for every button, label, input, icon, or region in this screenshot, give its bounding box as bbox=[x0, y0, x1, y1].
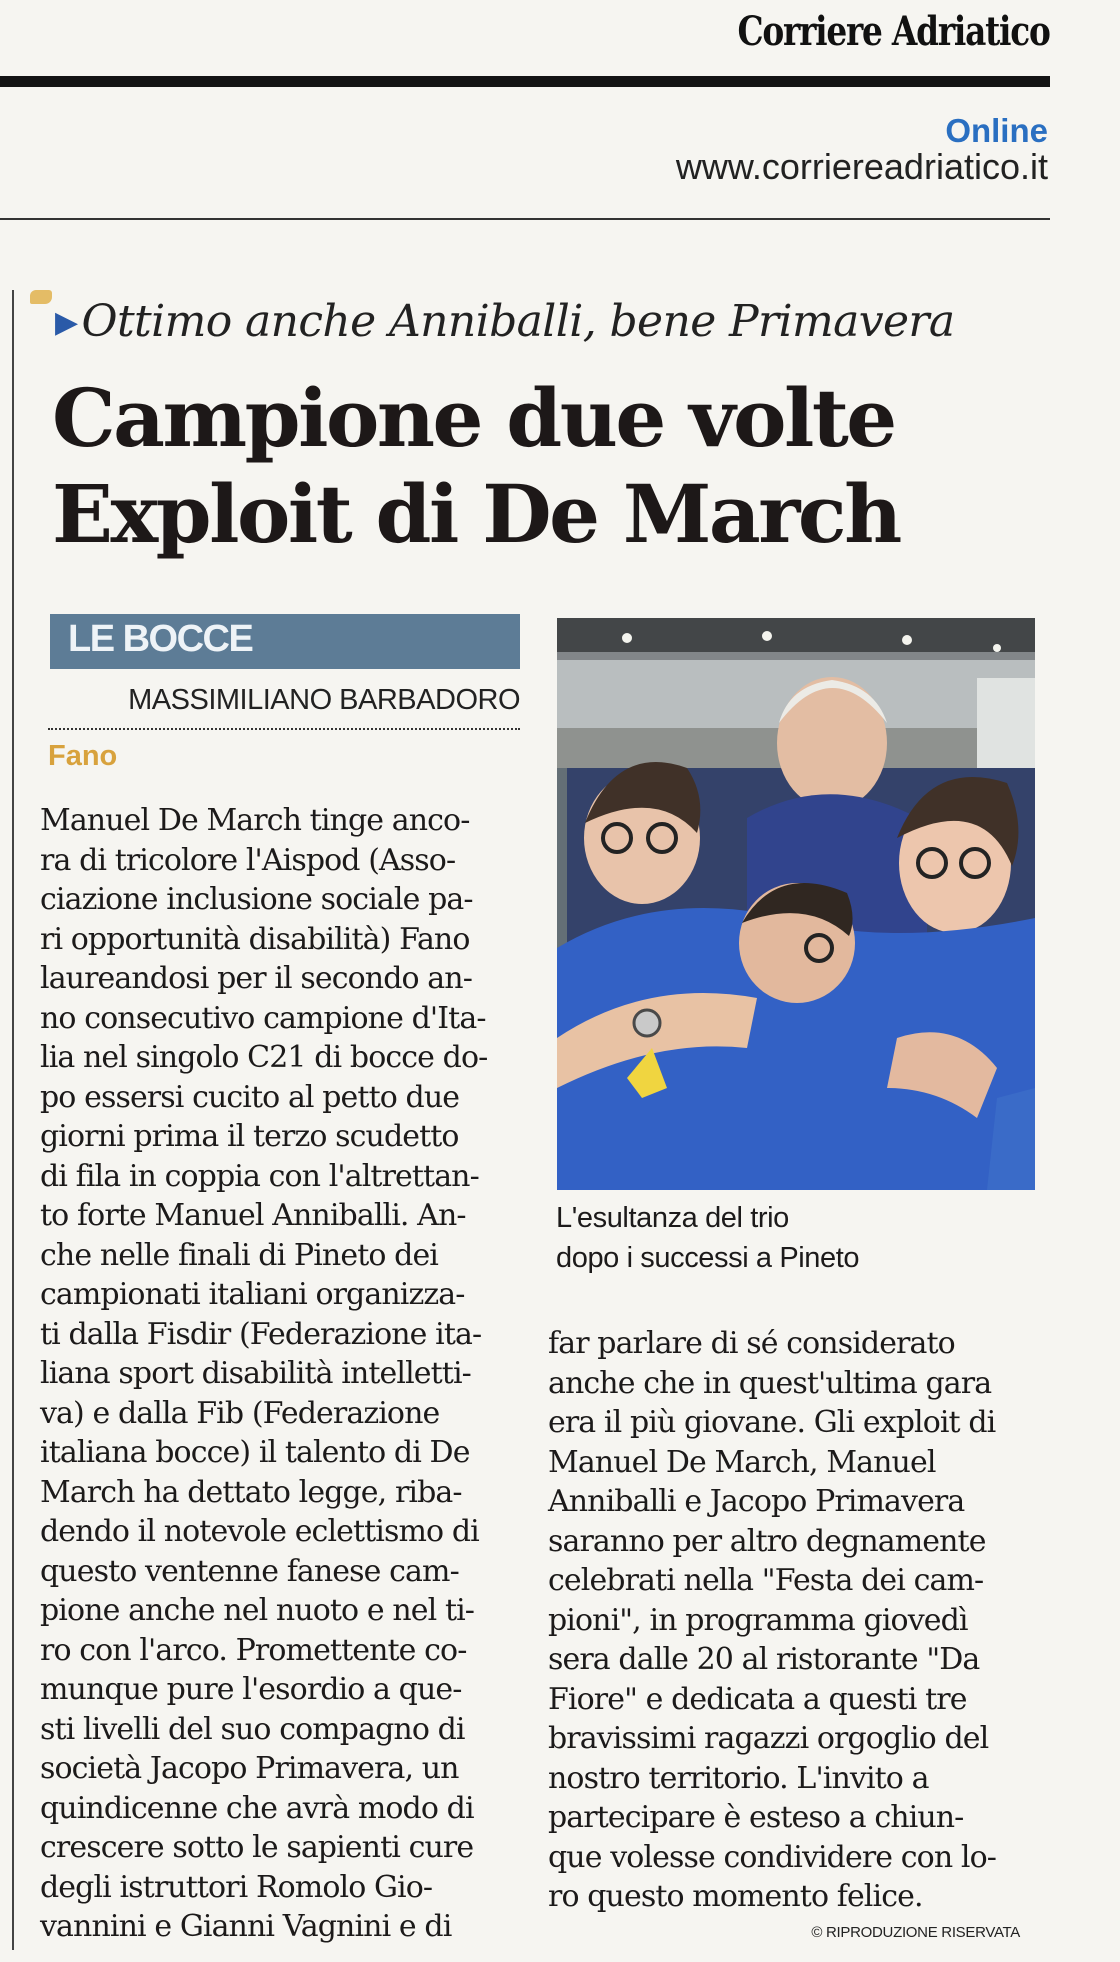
section-label: LE BOCCE bbox=[68, 618, 253, 660]
body-line: to forte Manuel Anniballi. An- bbox=[40, 1198, 466, 1233]
body-line: sera dalle 20 al ristorante "Da bbox=[548, 1642, 980, 1677]
kicker-text: Ottimo anche Anniballi, bene Primavera bbox=[81, 296, 955, 347]
body-line: questo ventenne fanese cam- bbox=[40, 1553, 459, 1589]
article-left-border bbox=[12, 290, 14, 1950]
body-line: degli istruttori Romolo Gio- bbox=[40, 1869, 433, 1905]
body-line: ti dalla Fisdir (Federazione ita- bbox=[40, 1316, 482, 1352]
body-line: quindicenne che avrà modo di bbox=[40, 1790, 474, 1826]
photo-caption bbox=[556, 1198, 859, 1278]
body-line: po essersi cucito al petto due bbox=[40, 1079, 460, 1115]
body-line: ro questo momento felice. bbox=[548, 1879, 923, 1914]
body-line: va) e dalla Fib (Federazione bbox=[40, 1395, 440, 1431]
newspaper-masthead: Corriere Adriatico bbox=[737, 8, 1050, 55]
body-line: celebrati nella "Festa dei cam- bbox=[548, 1563, 984, 1598]
body-line: pioni", in programma giovedì bbox=[548, 1602, 968, 1638]
body-line: Anniballi e Jacopo Primavera bbox=[548, 1484, 965, 1519]
online-label: Online bbox=[945, 112, 1048, 149]
body-line: campionati italiani organizza- bbox=[40, 1277, 465, 1312]
body-column-left bbox=[40, 801, 520, 1947]
body-line: nostro territorio. L'invito a bbox=[548, 1760, 929, 1796]
body-line: bravissimi ragazzi orgoglio del bbox=[548, 1721, 989, 1756]
body-line: no consecutivo campione d'Ita- bbox=[40, 1000, 486, 1036]
body-line: dendo il notevole eclettismo di bbox=[40, 1514, 479, 1549]
body-line: anche che in quest'ultima gara bbox=[548, 1365, 992, 1401]
copyright-notice: © RIPRODUZIONE RISERVATA bbox=[811, 1924, 1020, 1941]
body-line: vannini e Gianni Vagnini e di bbox=[40, 1909, 452, 1944]
body-line: era il più giovane. Gli exploit di bbox=[548, 1405, 996, 1440]
body-line: di fila in coppia con l'altrettan- bbox=[40, 1158, 479, 1194]
body-line: giorni prima il terzo scudetto bbox=[40, 1119, 459, 1154]
highlight-mark bbox=[30, 290, 52, 304]
body-line: lia nel singolo C21 di bocce do- bbox=[40, 1040, 488, 1075]
caption-line: L'esultanza del trio bbox=[556, 1202, 789, 1234]
body-line: partecipare è esteso a chiun- bbox=[548, 1800, 964, 1835]
byline-divider bbox=[48, 728, 520, 730]
body-line: March ha dettato legge, riba- bbox=[40, 1474, 462, 1510]
body-column-right bbox=[548, 1324, 1030, 1917]
body-line: società Jacopo Primavera, un bbox=[40, 1751, 459, 1786]
body-line: Manuel De March tinge anco- bbox=[40, 803, 470, 838]
body-line: ra di tricolore l'Aispod (Asso- bbox=[40, 842, 456, 878]
headline-line: Exploit di De March bbox=[52, 467, 900, 561]
body-line: che nelle finali di Pineto dei bbox=[40, 1237, 438, 1273]
body-line: far parlare di sé considerato bbox=[548, 1326, 955, 1361]
body-line: liana sport disabilità intelletti- bbox=[40, 1356, 471, 1391]
body-line: Fiore" e dedicata a questi tre bbox=[548, 1681, 967, 1717]
author-byline: MASSIMILIANO BARBADORO bbox=[128, 684, 520, 716]
body-line: crescere sotto le sapienti cure bbox=[40, 1830, 474, 1865]
caption-line: dopo i successi a Pineto bbox=[556, 1242, 860, 1274]
section-bar bbox=[50, 614, 520, 669]
body-line: que volesse condividere con lo- bbox=[548, 1839, 996, 1875]
photo-illustration bbox=[557, 618, 1035, 1190]
body-line: ri opportunità disabilità) Fano bbox=[40, 921, 470, 957]
article-photo bbox=[557, 618, 1035, 1190]
header-divider bbox=[0, 218, 1050, 220]
headline-line: Campione due volte bbox=[52, 371, 895, 465]
body-line: pione anche nel nuoto e nel ti- bbox=[40, 1593, 475, 1628]
body-line: munque pure l'esordio a que- bbox=[40, 1672, 462, 1707]
body-line: sti livelli del suo compagno di bbox=[40, 1711, 465, 1747]
body-line: ro con l'arco. Promettente co- bbox=[40, 1632, 467, 1668]
masthead-rule bbox=[0, 76, 1050, 87]
triangle-bullet-icon: ▶ bbox=[55, 305, 78, 340]
website-url: www.corriereadriatico.it bbox=[675, 146, 1048, 187]
body-line: italiana bocce) il talento di De bbox=[40, 1435, 470, 1470]
article-headline bbox=[52, 370, 900, 562]
article-kicker bbox=[55, 296, 954, 347]
body-line: Manuel De March, Manuel bbox=[548, 1444, 936, 1480]
dateline: Fano bbox=[48, 740, 118, 772]
body-line: laureandosi per il secondo an- bbox=[40, 961, 472, 996]
body-line: saranno per altro degnamente bbox=[548, 1523, 986, 1559]
body-line: ciazione inclusione sociale pa- bbox=[40, 882, 473, 917]
